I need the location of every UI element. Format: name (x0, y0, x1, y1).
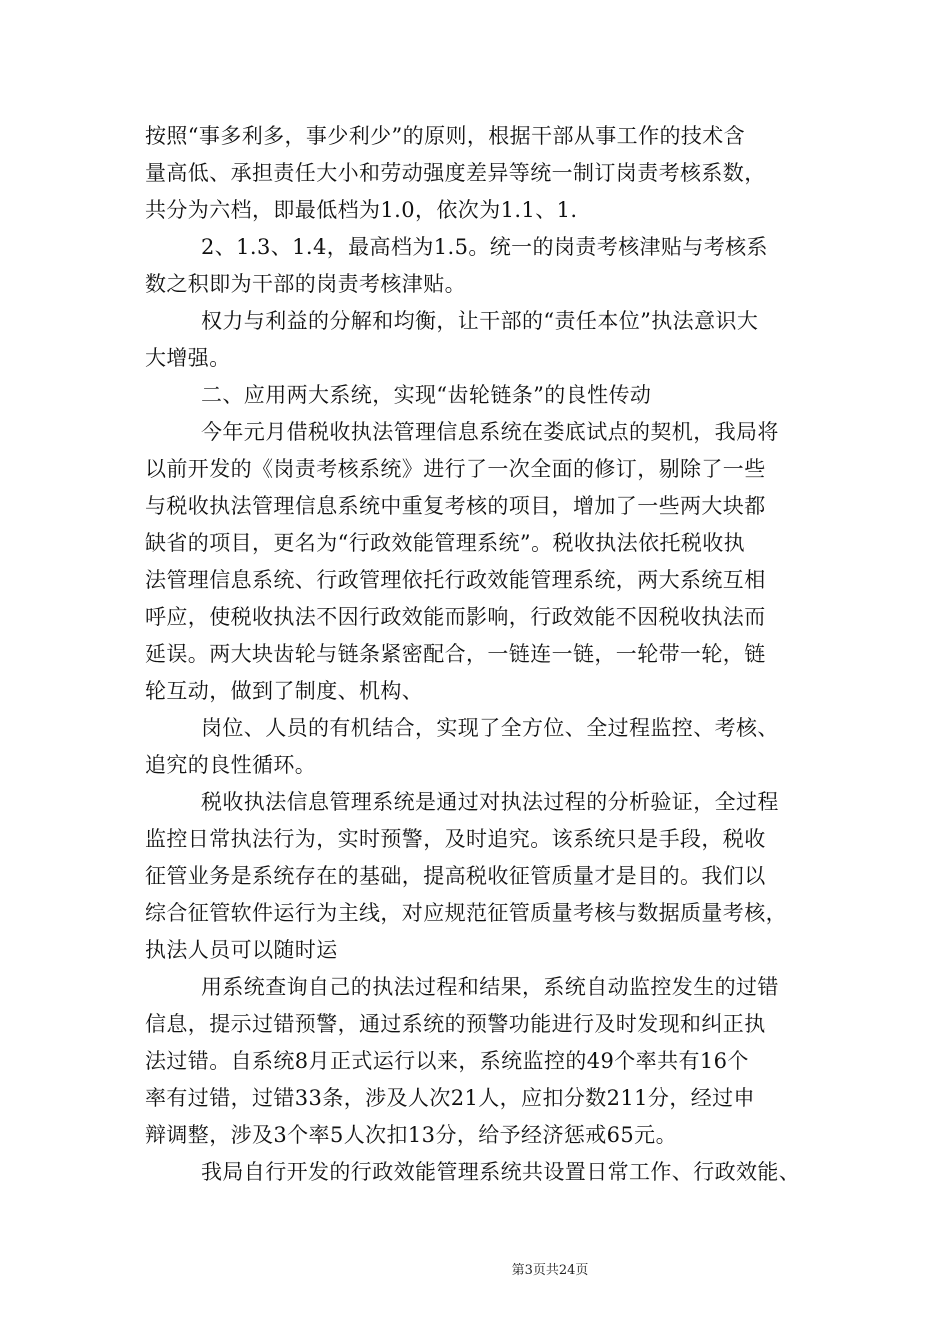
text-line: 以前开发的《岗责考核系统》进行了一次全面的修订，剔除了一些 (145, 457, 766, 481)
text-line: 我局自行开发的行政效能管理系统共设置日常工作、行政效能、 (201, 1160, 801, 1184)
text-line: 岗位、人员的有机结合，实现了全方位、全过程监控、考核、 (201, 716, 779, 740)
text-line: 按照“事多利多，事少利少”的原则，根据干部从事工作的技术含 (145, 124, 746, 148)
text-line: 与税收执法管理信息系统中重复考核的项目，增加了一些两大块都 (145, 494, 766, 518)
text-line: 法过错。自系统8月正式运行以来，系统监控的49个率共有16个 (145, 1049, 749, 1073)
text-line: 权力与利益的分解和均衡，让干部的“责任本位”执法意识大 (201, 309, 759, 333)
text-line: 2、1.3、1.4，最高档为1.5。统一的岗责考核津贴与考核系 (201, 235, 768, 259)
text-line: 税收执法信息管理系统是通过对执法过程的分析验证，全过程 (201, 790, 779, 814)
text-line: 二、应用两大系统，实现“齿轮链条”的良性传动 (201, 383, 652, 407)
text-line: 轮互动，做到了制度、机构、 (145, 679, 424, 703)
text-line: 率有过错，过错33条，涉及人次21人，应扣分数211分，经过申 (145, 1086, 755, 1110)
document-body (145, 118, 817, 1191)
text-line: 量高低、承担责任大小和劳动强度差异等统一制订岗责考核系数， (145, 161, 766, 185)
text-line: 征管业务是系统存在的基础，提高税收征管质量才是目的。我们以 (145, 864, 766, 888)
text-line: 延误。两大块齿轮与链条紧密配合，一链连一链，一轮带一轮，链 (145, 642, 766, 666)
text-line: 追究的良性循环。 (145, 753, 317, 777)
text-line: 信息，提示过错预警，通过系统的预警功能进行及时发现和纠正执 (145, 1012, 766, 1036)
text-line: 辩调整，涉及3个率5人次扣13分，给予经济惩戒65元。 (145, 1123, 677, 1147)
text-line: 法管理信息系统、行政管理依托行政效能管理系统，两大系统互相 (145, 568, 766, 592)
text-line: 大增强。 (145, 346, 231, 370)
text-line: 用系统查询自己的执法过程和结果，系统自动监控发生的过错 (201, 975, 779, 999)
page-number-footer: 第3页共24页 (511, 1263, 589, 1278)
text-line: 综合征管软件运行为主线，对应规范征管质量考核与数据质量考核， (145, 901, 787, 925)
text-line: 执法人员可以随时运 (145, 938, 338, 962)
text-line: 今年元月借税收执法管理信息系统在娄底试点的契机，我局将 (201, 420, 779, 444)
text-line: 数之积即为干部的岗责考核津贴。 (145, 272, 466, 296)
text-line: 缺省的项目，更名为“行政效能管理系统”。税收执法依托税收执 (145, 531, 746, 555)
text-line: 共分为六档，即最低档为1.0，依次为1.1、1. (145, 198, 578, 222)
text-line: 监控日常执法行为，实时预警，及时追究。该系统只是手段，税收 (145, 827, 766, 851)
text-line: 呼应，使税收执法不因行政效能而影响，行政效能不因税收执法而 (145, 605, 766, 629)
